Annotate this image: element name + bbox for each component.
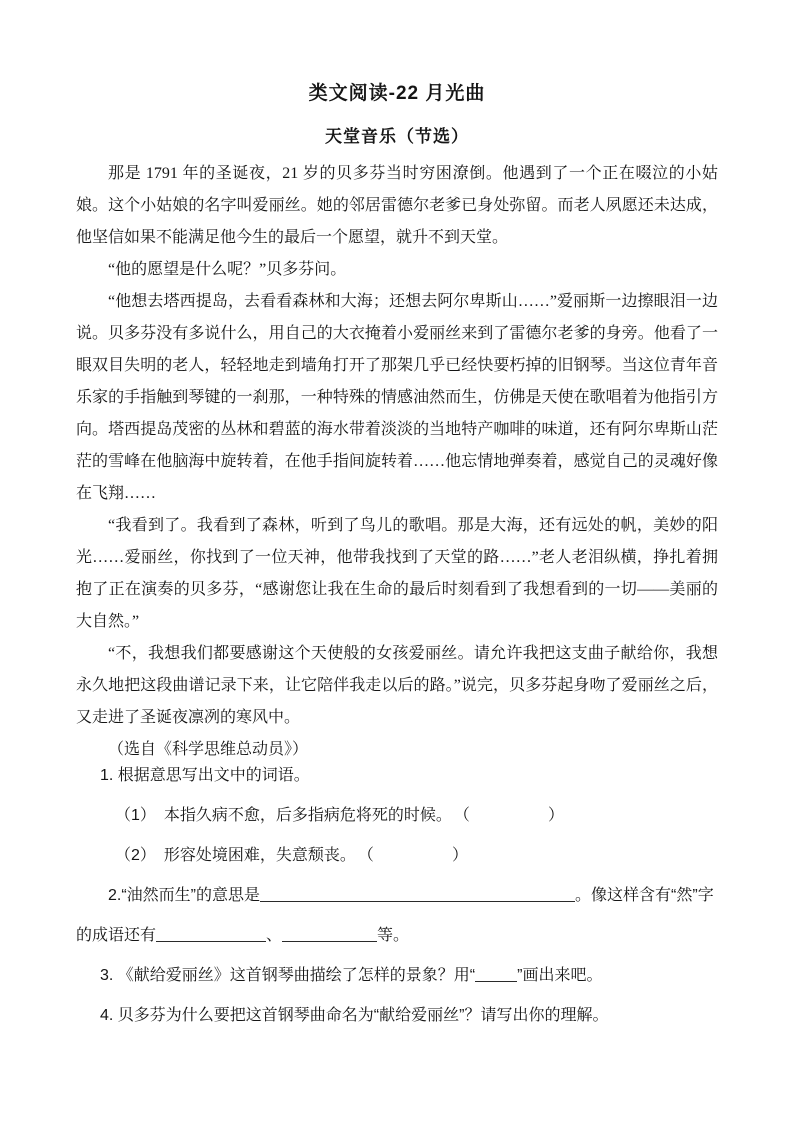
questions-section [76,756,718,1036]
question-2-text-a: “油然而生”的意思是 [121,887,261,904]
question-1-text: 根据意思写出文中的词语。 [117,767,310,784]
question-2-text-d: 、 [266,927,283,944]
question-2-text-b: 。像这样含有 [575,887,672,904]
article-title: 天堂音乐（节选） [325,127,469,146]
article-body [76,158,718,766]
story-paragraph-5: “不，我想我们都要感谢这个天使般的女孩爱丽丝。请允许我把这支曲子献给你，我想永久地把这段曲谱记录下来，让它陪伴我走以后的路。”说完，贝多芬起身吻了爱丽丝之后，又走进了圣诞夜凛冽的寒风中。 [76,645,718,726]
question-3-text-a: 《献给爱丽丝》这首钢琴曲描绘了怎样的景象？用“ [117,967,476,984]
answer-paren-open: （ [461,807,470,824]
question-4 [76,996,718,1036]
answer-paren-close: ） [451,847,468,864]
answer-paren-close: ） [547,807,564,824]
question-1-item-1 [76,796,718,836]
question-2 [76,876,718,956]
answer-blank [282,926,377,942]
question-1-item-2 [76,836,718,876]
source-attribution: （选自《科学思维总动员》） [108,741,309,758]
question-3-number: 3. [100,967,114,984]
item-2-label: （2） [115,847,156,864]
question-1 [76,756,718,796]
page-title: 类文阅读-22 月光曲 [308,83,486,104]
story-paragraph-1: 那是 1791 年的圣诞夜，21 岁的贝多芬当时穷困潦倒。他遇到了一个正在啜泣的小姑娘。这个小姑娘的名字叫爱丽丝。她的邻居雷德尔老爹已身处弥留。而老人夙愿还未达成，他坚信如果不能满足他今生的最后一个愿望，就升不到天堂。 [76,165,718,246]
item-2-text: 形容处境困难，失意颓丧。 [163,847,356,864]
question-4-text: 贝多芬为什么要把这首钢琴曲命名为“献给爱丽丝”？请写出你的理解。 [117,1007,609,1024]
answer-blank [156,926,266,942]
story-paragraph-3: “他想去塔西提岛，去看看森林和大海；还想去阿尔卑斯山……”爱丽斯一边擦眼泪一边说。贝多芬没有多说什么，用自己的大衣掩着小爱丽丝来到了雷德尔老爹的身旁。他看了一眼双目失明的老人，轻轻地走到墙角打开了那架几乎已经快要朽掉的旧钢琴。当这位青年音乐家的手指触到琴键的一刹那，一种特殊的情感油然而生，仿佛是天使在歌唱着为他指引方向。塔西提岛茂密的丛林和碧蓝的海水带着淡淡的当地特产咖啡的味道，还有阿尔卑斯山茫茫的雪峰在他脑海中旋转着，在他手指间旋转着……他忘情地弹奏着，感觉自己的灵魂好像在飞翔…… [76,293,718,502]
question-2-number: 2. [108,887,122,904]
question-3 [76,956,718,996]
item-1-text: 本指久病不愈，后多指病危将死的时候。 [163,807,452,824]
question-3-text-b: ”画出来吧。 [517,967,603,984]
question-2-text-e: 等。 [377,927,410,944]
answer-paren-open: （ [365,847,374,864]
question-1-number: 1. [100,767,114,784]
question-2-text-c: “然”字的成语还有 [76,887,714,944]
item-1-label: （1） [115,807,156,824]
story-paragraph-2: “他的愿望是什么呢？”贝多芬问。 [108,261,347,278]
answer-blank [260,886,575,902]
story-paragraph-4: “我看到了。我看到了森林，听到了鸟儿的歌唱。那是大海，还有远处的帆，美妙的阳光……爱丽丝，你找到了一位天神，他带我找到了天堂的路……”老人老泪纵横，挣扎着拥抱了正在演奏的贝多芬，“感谢您让我在生命的最后时刻看到了我想看到的一切——美丽的大自然。” [76,517,718,630]
question-4-number: 4. [100,1007,114,1024]
answer-blank [475,966,517,982]
